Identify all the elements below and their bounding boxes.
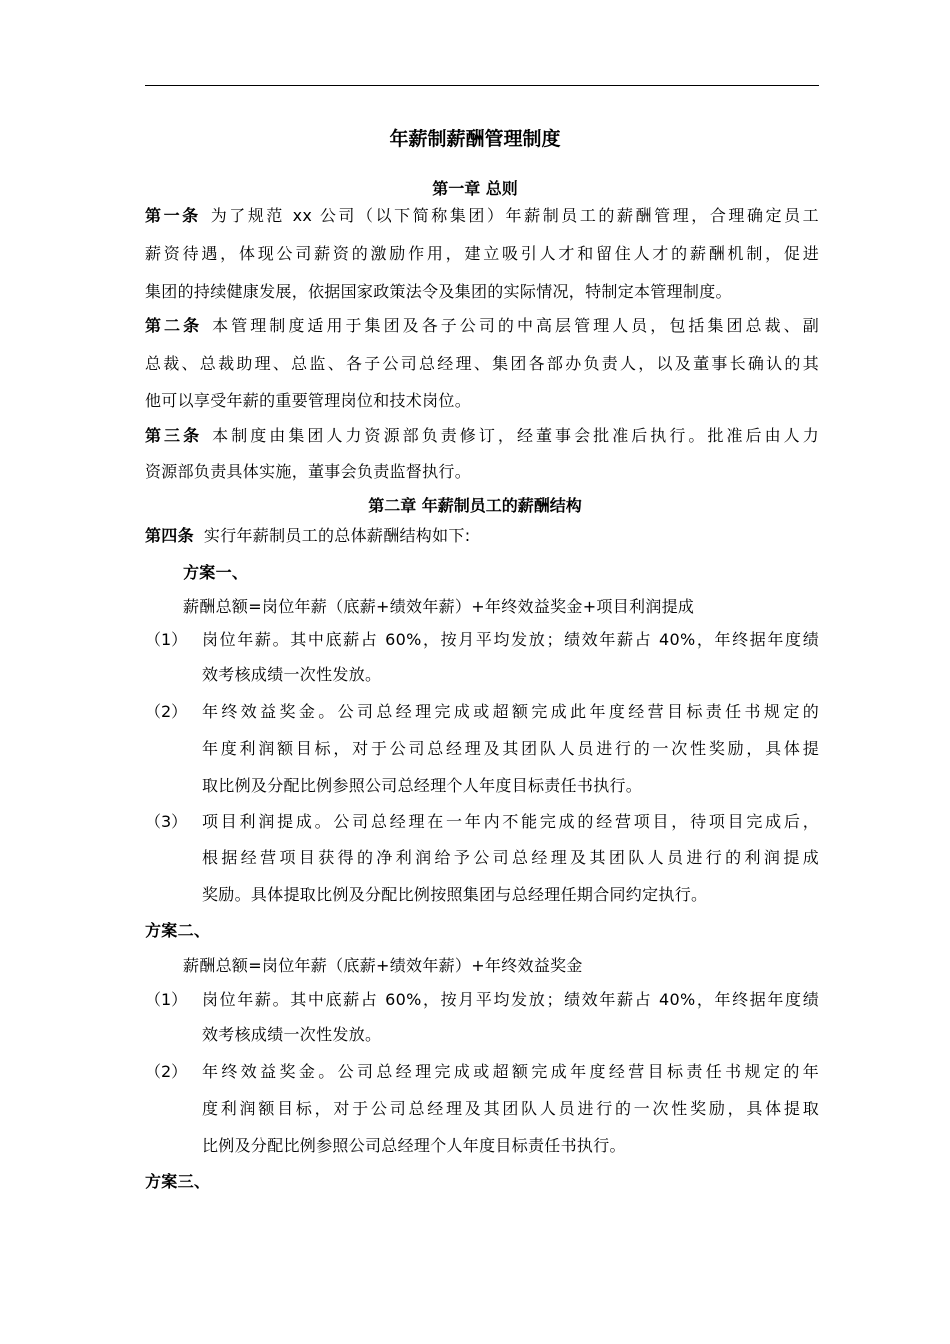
plan-2-item-1-line-1: 岗位年薪。其中底薪占 60%，按月平均发放；绩效年薪占 40%，年终据年度绩 (202, 990, 819, 1009)
plan-1-item-3-line-1: 项目利润提成。公司总经理在一年内不能完成的经营项目，待项目完成后， (202, 812, 819, 831)
plan-1-label: 方案一、 (183, 563, 249, 582)
article-1-line-3: 集团的持续健康发展，依据国家政策法令及集团的实际情况，特制定本管理制度。 (145, 282, 732, 301)
header-rule (145, 85, 819, 86)
plan-1-item-3-number: （3） (145, 812, 188, 831)
plan-1-item-2-line-2: 年度利润额目标，对于公司总经理及其团队人员进行的一次性奖励，具体提 (202, 739, 819, 758)
plan-1-item-2-line-3: 取比例及分配比例参照公司总经理个人年度目标责任书执行。 (202, 776, 643, 795)
document-title: 年薪制薪酬管理制度 (389, 128, 561, 150)
plan-1-item-3-line-2: 根据经营项目获得的净利润给予公司总经理及其团队人员进行的利润提成 (202, 848, 819, 867)
plan-1-item-2-number: （2） (145, 702, 188, 721)
plan-2-item-2-line-3: 比例及分配比例参照公司总经理个人年度目标责任书执行。 (202, 1136, 626, 1155)
chapter-1-heading: 第一章 总则 (432, 179, 518, 198)
chapter-2-heading: 第二章 年薪制员工的薪酬结构 (368, 496, 582, 515)
article-1-line-2: 薪资待遇，体现公司薪资的激励作用，建立吸引人才和留住人才的薪酬机制，促进 (145, 244, 819, 263)
plan-1-item-2-line-1: 年终效益奖金。公司总经理完成或超额完成此年度经营目标责任书规定的 (202, 702, 819, 721)
plan-2-item-2-line-1: 年终效益奖金。公司总经理完成或超额完成年度经营目标责任书规定的年 (202, 1062, 819, 1081)
plan-3-label: 方案三、 (145, 1172, 211, 1191)
article-3-label: 第三条 (145, 426, 203, 445)
article-4-label: 第四条 (145, 526, 194, 545)
plan-1-item-1-number: （1） (145, 630, 188, 649)
plan-1-item-3-line-3: 奖励。具体提取比例及分配比例按照集团与总经理任期合同约定执行。 (202, 885, 708, 904)
article-2-line-1: 第二条 本管理制度适用于集团及各子公司的中高层管理人员，包括集团总裁、副 (145, 316, 819, 335)
article-2-line-2: 总裁、总裁助理、总监、各子公司总经理、集团各部办负责人，以及董事长确认的其 (145, 354, 819, 373)
plan-1-item-1-line-1: 岗位年薪。其中底薪占 60%，按月平均发放；绩效年薪占 40%，年终据年度绩 (202, 630, 819, 649)
article-3-line-2: 资源部负责具体实施，董事会负责监督执行。 (145, 462, 472, 481)
article-4-line-1: 第四条 实行年薪制员工的总体薪酬结构如下: (145, 526, 471, 545)
plan-2-formula: 薪酬总额=岗位年薪（底薪+绩效年薪）+年终效益奖金 (183, 956, 583, 975)
plan-1-formula: 薪酬总额=岗位年薪（底薪+绩效年薪）+年终效益奖金+项目利润提成 (183, 597, 695, 616)
article-2-label: 第二条 (145, 316, 203, 335)
plan-2-label: 方案二、 (145, 921, 211, 940)
article-1-line-1: 第一条 为了规范 xx 公司（以下简称集团）年薪制员工的薪酬管理，合理确定员工 (145, 206, 819, 225)
article-3-line-1: 第三条 本制度由集团人力资源部负责修订，经董事会批准后执行。批准后由人力 (145, 426, 819, 445)
article-2-line-3: 他可以享受年薪的重要管理岗位和技术岗位。 (145, 391, 472, 410)
plan-1-item-1-line-2: 效考核成绩一次性发放。 (202, 665, 382, 684)
plan-2-item-1-number: （1） (145, 990, 188, 1009)
article-1-label: 第一条 (145, 206, 201, 225)
plan-2-item-1-line-2: 效考核成绩一次性发放。 (202, 1025, 382, 1044)
plan-2-item-2-number: （2） (145, 1062, 188, 1081)
plan-2-item-2-line-2: 度利润额目标，对于公司总经理及其团队人员进行的一次性奖励，具体提取 (202, 1099, 819, 1118)
